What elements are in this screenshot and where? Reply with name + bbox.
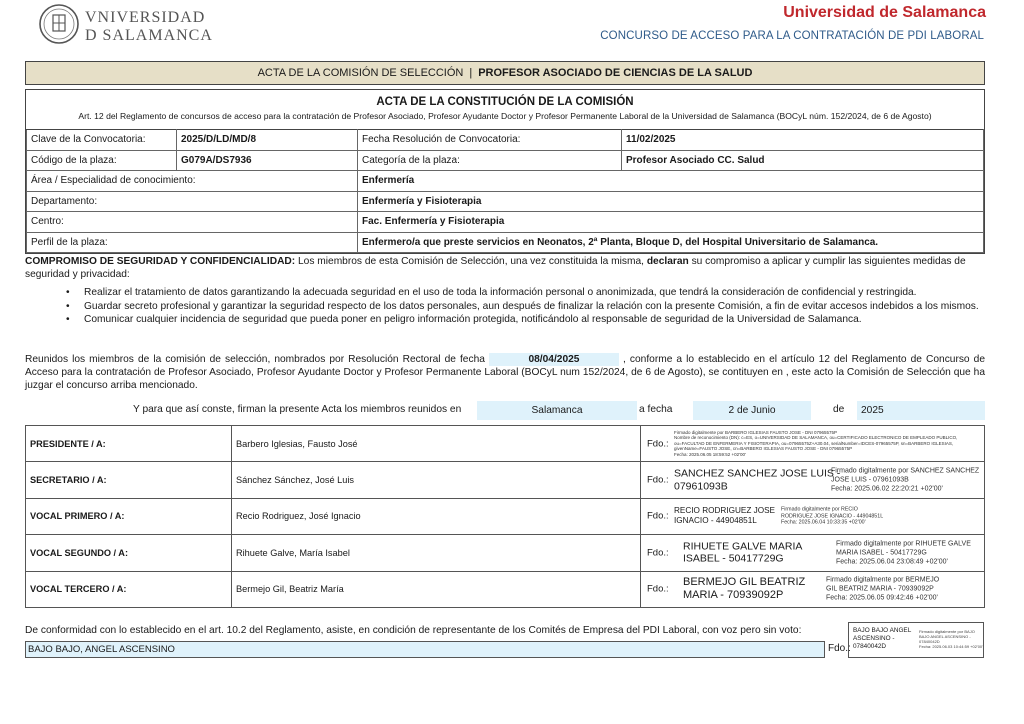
fdo-label: Fdo.:: [647, 510, 669, 522]
fdo-label: Fdo.:: [647, 474, 669, 486]
signing-year-field[interactable]: 2025: [857, 401, 985, 420]
university-title: Universidad de Salamanca: [783, 4, 986, 21]
role-secretario: SECRETARIO / A:: [26, 462, 232, 498]
constitution-title: ACTA DE LA CONSTITUCIÓN DE LA COMISIÓN: [376, 96, 634, 108]
representative-signer-name: BAJO BAJO ANGEL ASCENSINO - 07840042D: [853, 627, 912, 650]
representative-fdo-label: Fdo.:: [828, 643, 851, 654]
table-row: [26, 426, 985, 462]
commitment-text-after: su compromiso a aplicar y cumplir las siguientes medidas de seguridad y privacidad:: [25, 256, 966, 280]
acta-band: [25, 61, 985, 85]
table-row: [27, 171, 984, 192]
fdo-label: Fdo.:: [647, 438, 669, 450]
meeting-text-after: , conforme a lo establecido en el artículo 12 del Reglamento de Concurso de Acceso para la contratación de Profesor Asociado, Profesor Ayudante Doctor y Profesor Permanente Laboral (BOCyL num 152/2024, de 6 de Agosto), se contituyen en , este acto la Comisión de Selección que ha juzgar el concurso arriba mencionado.: [25, 354, 985, 391]
constitution-box: [25, 89, 985, 254]
table-row: [26, 535, 985, 571]
university-logo: [38, 3, 218, 45]
a-fecha-label: a fecha: [639, 404, 673, 415]
list-item: • Comunicar cualquier incidencia de seguridad que pueda poner en peligro información protegida, notificándolo al responsable de seguridad de la Universidad de Salamanca.: [66, 314, 986, 327]
digital-signature-stamp: Firmado digitalmente por RECIO RODRIGUEZ JOSE IGNACIO - 44904851L Fecha: 2025.06.04 10:33:35 +02'00': [781, 506, 884, 526]
signing-day-month-field[interactable]: 2 de Junio: [693, 401, 811, 420]
categoria-label: Categoría de la plaza:: [358, 150, 622, 171]
signing-place-field[interactable]: Salamanca: [477, 401, 637, 420]
signature-cell[interactable]: [641, 571, 985, 607]
list-item: • Guardar secreto profesional y garantizar la seguridad respecto de los datos personales, aun después de finalizar la relación con la presente Comisión, a fin de evitar accesos indebidos a los mismos.: [66, 301, 986, 314]
digital-signature-stamp: Firmado digitalmente por RIHUETE GALVE MARIA ISABEL - 50417729G Fecha: 2025.06.04 23:08:49 +02'00': [836, 540, 971, 566]
commitment-declaran: declaran: [646, 256, 689, 267]
logo-text-line1: VNIVERSIDAD: [85, 9, 206, 26]
signature-cell[interactable]: [641, 426, 985, 462]
digital-signature-stamp: Firmado digitalmente por BARBERO IGLESIAS FAUSTO JOSE - DNI 07965575P Nombre de reconocimiento (DN): c=ES, o=UNIVERSIDAD DE SALAMANCA, ou=CERTIFICADO ELECTRONICO DE EMPLEADO PUBLICO, ou=FACULTAD DE ENFERMERIA Y FISIOTERAPIA, ou=07965575Z+A30.04, serialNumber=IDCES-07965575P, sn=BARBERO IGLESIAS, givenName=FAUSTO JOSE, cn=BARBERO IGLESIAS FAUSTO JOSE - DNI 07965575P Fecha: 2025.06.05 18:59:52 +02'00': [674, 429, 958, 458]
signing-text: Y para que así conste, firman la presente Acta los miembros reunidos en: [133, 404, 462, 415]
commitment-text-before: Los miembros de esta Comisión de Selección, una vez constituida la misma,: [295, 256, 647, 267]
table-row: [26, 462, 985, 498]
codigo-value: G079A/DS7936: [177, 150, 358, 171]
meeting-paragraph: [25, 353, 985, 392]
signer-name: BERMEJO GIL BEATRIZ MARIA - 70939092P: [683, 576, 806, 602]
table-row: [27, 232, 984, 253]
role-vocal-segundo: VOCAL SEGUNDO / A:: [26, 535, 232, 571]
role-vocal-primero: VOCAL PRIMERO / A:: [26, 498, 232, 534]
de-label: de: [833, 404, 845, 415]
digital-signature-stamp: Firmado digitalmente por SANCHEZ SANCHEZ JOSE LUIS - 07961093B Fecha: 2025.06.02 22:20:21 +02'00': [831, 467, 980, 493]
signer-name: RECIO RODRIGUEZ JOSE IGNACIO - 44904851L: [674, 506, 775, 526]
signature-cell[interactable]: [641, 535, 985, 571]
table-row: [27, 191, 984, 212]
signatures-table: [25, 425, 985, 608]
table-row: [27, 212, 984, 233]
list-item: • Realizar el tratamiento de datos garantizando la adecuada seguridad en el uso de toda la información personal o anonimizada, que tendrá la consideración de confidencial y restringida.: [66, 287, 986, 300]
member-name: Rihuete Galve, María Isabel: [232, 535, 641, 571]
acta-band-right: PROFESOR ASOCIADO DE CIENCIAS DE LA SALUD: [478, 67, 753, 79]
departamento-value: Enfermería y Fisioterapia: [358, 191, 984, 212]
departamento-label: Departamento:: [27, 191, 358, 212]
categoria-value: Profesor Asociado CC. Salud: [622, 150, 984, 171]
representative-signature-box[interactable]: [848, 622, 984, 658]
logo-text-line2: D SALAMANCA: [85, 27, 213, 44]
centro-label: Centro:: [27, 212, 358, 233]
representative-name-field[interactable]: BAJO BAJO, ANGEL ASCENSINO: [25, 641, 825, 658]
fdo-label: Fdo.:: [647, 583, 669, 595]
fdo-label: Fdo.:: [647, 547, 669, 559]
area-label: Área / Especialidad de conocimiento:: [27, 171, 358, 192]
acta-band-left: ACTA DE LA COMISIÓN DE SELECCIÓN: [257, 67, 464, 79]
constitution-subtitle: Art. 12 del Reglamento de concursos de acceso para la contratación de Profesor Asociado, Profesor Ayudante Doctor y Profesor Permanente Laboral de la Universidad de Salamanca (BOCyL núm. 152/2024, de 6 de Agosto): [78, 111, 932, 121]
perfil-label: Perfil de la plaza:: [27, 232, 358, 253]
clave-value: 2025/D/LD/MD/8: [177, 130, 358, 151]
meeting-text-before: Reunidos los miembros de la comisión de selección, nombrados por Resolución Rectoral de fecha: [25, 354, 489, 365]
member-name: Barbero Iglesias, Fausto José: [232, 426, 641, 462]
representative-statement: De conformidad con lo establecido en el art. 10.2 del Reglamento, asiste, en condición de representante de los Comités de Empresa del PDI Laboral, con voz pero sin voto:: [25, 625, 802, 636]
signature-cell[interactable]: [641, 462, 985, 498]
table-row: [27, 150, 984, 171]
clave-label: Clave de la Convocatoria:: [27, 130, 177, 151]
table-row: [26, 498, 985, 534]
signing-place-date-row: [25, 401, 985, 421]
fecha-resolucion-label: Fecha Resolución de Convocatoria:: [358, 130, 622, 151]
security-commitment: [25, 255, 987, 281]
area-value: Enfermería: [358, 171, 984, 192]
university-seal-icon: [40, 5, 78, 43]
resolution-date-field[interactable]: 08/04/2025: [489, 353, 619, 366]
member-name: Sánchez Sánchez, José Luis: [232, 462, 641, 498]
signature-cell[interactable]: [641, 498, 985, 534]
commitment-list: [66, 287, 986, 328]
table-row: [26, 571, 985, 607]
acta-band-separator: |: [469, 67, 473, 79]
signer-name: RIHUETE GALVE MARIA ISABEL - 50417729G: [683, 540, 803, 565]
perfil-value: Enfermero/a que preste servicios en Neonatos, 2ª Planta, Bloque D, del Hospital Universitario de Salamanca.: [358, 232, 984, 253]
role-presidente: PRESIDENTE / A:: [26, 426, 232, 462]
commitment-heading: COMPROMISO DE SEGURIDAD Y CONFIDENCIALIDAD:: [25, 256, 296, 267]
codigo-label: Código de la plaza:: [27, 150, 177, 171]
contest-subtitle: CONCURSO DE ACCESO PARA LA CONTRATACIÓN DE PDI LABORAL: [600, 30, 984, 42]
digital-signature-stamp: Firmado digitalmente por BERMEJO GIL BEATRIZ MARIA - 70939092P Fecha: 2025.06.05 09:42:46 +02'00': [826, 576, 940, 602]
fecha-resolucion-value: 11/02/2025: [622, 130, 984, 151]
role-vocal-tercero: VOCAL TERCERO / A:: [26, 571, 232, 607]
convocatoria-info-table: [26, 129, 984, 253]
representative-signature-stamp: Firmado digitalmente por BAJO BAJO ANGEL ASCENSINO - 07840042D Fecha: 2025.06.03 10:44:59 +02'00': [919, 629, 983, 649]
member-name: Recio Rodriguez, José Ignacio: [232, 498, 641, 534]
table-row: [27, 130, 984, 151]
member-name: Bermejo Gil, Beatriz María: [232, 571, 641, 607]
centro-value: Fac. Enfermería y Fisioterapia: [358, 212, 984, 233]
signer-name: SANCHEZ SANCHEZ JOSE LUIS - 07961093B: [674, 467, 841, 493]
